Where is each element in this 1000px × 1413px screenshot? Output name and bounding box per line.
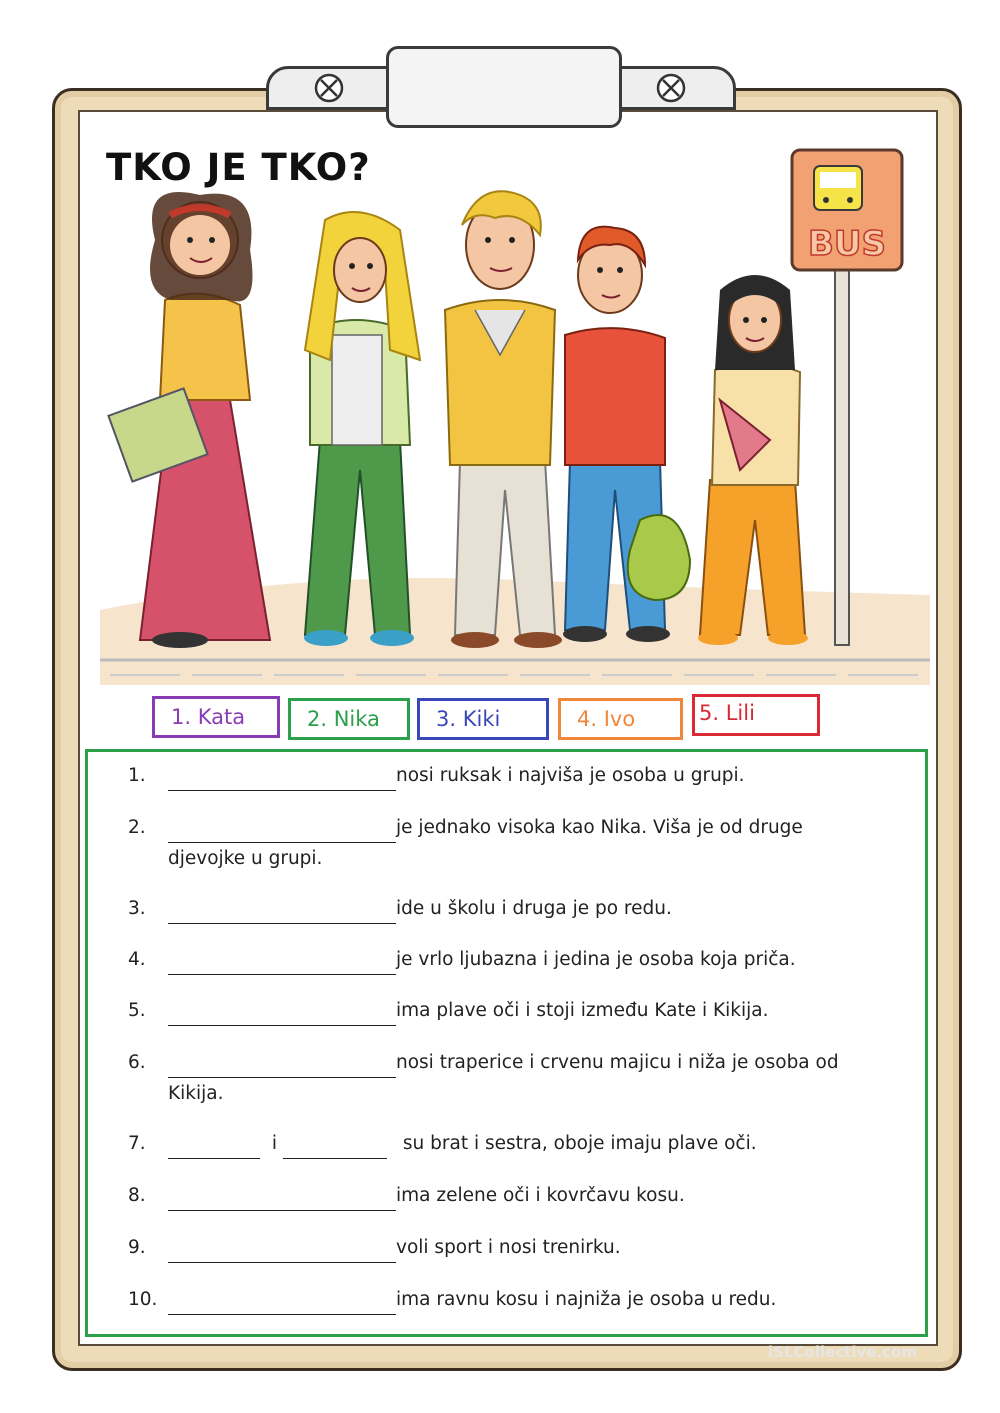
question-number: 2. xyxy=(128,817,146,838)
question-number: 3. xyxy=(128,898,146,919)
answer-blank-1[interactable] xyxy=(168,769,396,791)
questions-panel xyxy=(85,749,928,1337)
question-number: 7. xyxy=(128,1133,146,1154)
question-text: ima ravnu kosu i najniža je osoba u redu. xyxy=(396,1289,777,1310)
question-4 xyxy=(128,944,888,975)
question-1 xyxy=(128,760,888,791)
question-text: je jednako visoka kao Nika. Viša je od druge xyxy=(396,817,803,838)
question-text: ima zelene oči i kovrčavu kosu. xyxy=(396,1185,685,1206)
name-box-nika: 2. Nika xyxy=(288,698,410,740)
question-number: 5. xyxy=(128,1000,146,1021)
question-number: 4. xyxy=(128,949,146,970)
figure-kata xyxy=(108,192,270,648)
kids-illustration xyxy=(100,140,930,685)
screw-icon-right xyxy=(655,72,687,104)
question-number: 10. xyxy=(128,1289,158,1310)
answer-blank-9[interactable] xyxy=(168,1241,396,1263)
answer-blank-4[interactable] xyxy=(168,953,396,975)
question-3 xyxy=(128,893,888,924)
question-text: nosi ruksak i najviša je osoba u grupi. xyxy=(396,765,745,786)
name-box-kiki: 3. Kiki xyxy=(417,698,549,740)
watermark: iSLCollective.com xyxy=(768,1343,917,1361)
name-box-lili: 5. Lili xyxy=(692,694,820,736)
question-6 xyxy=(128,1047,888,1109)
answer-blank-8[interactable] xyxy=(168,1189,396,1211)
answer-blank-6[interactable] xyxy=(168,1056,396,1078)
question-number: 1. xyxy=(128,765,146,786)
question-9 xyxy=(128,1232,888,1263)
bus-stop-sign xyxy=(792,150,902,645)
question-number: 9. xyxy=(128,1237,146,1258)
answer-blank-5[interactable] xyxy=(168,1004,396,1026)
question-text: je vrlo ljubazna i jedina je osoba koja priča. xyxy=(396,949,796,970)
screw-icon-left xyxy=(313,72,345,104)
question-joiner: i xyxy=(271,1133,278,1154)
question-text: nosi traperice i crvenu majicu i niža je osoba od xyxy=(396,1052,839,1073)
answer-blank-10[interactable] xyxy=(168,1293,396,1315)
question-text: voli sport i nosi trenirku. xyxy=(396,1237,621,1258)
question-8 xyxy=(128,1180,888,1211)
question-2 xyxy=(128,812,888,874)
question-text-continued: djevojke u grupi. xyxy=(168,848,323,869)
question-text: ima plave oči i stoji između Kate i Kikija. xyxy=(396,1000,769,1021)
question-number: 6. xyxy=(128,1052,146,1073)
answer-blank-7b[interactable] xyxy=(283,1137,387,1159)
clipboard-clip-tab xyxy=(386,46,622,128)
name-box-kata: 1. Kata xyxy=(152,696,280,738)
question-text: su brat i sestra, oboje imaju plave oči. xyxy=(402,1133,757,1154)
question-10 xyxy=(128,1284,888,1315)
question-5 xyxy=(128,995,888,1026)
answer-blank-3[interactable] xyxy=(168,902,396,924)
answer-blank-7a[interactable] xyxy=(168,1137,260,1159)
answer-blank-2[interactable] xyxy=(168,821,396,843)
page-title: TKO JE TKO? xyxy=(106,146,371,189)
question-text: ide u školu i druga je po redu. xyxy=(396,898,672,919)
question-number: 8. xyxy=(128,1185,146,1206)
bus-sign-label: BUS xyxy=(807,224,887,264)
figure-ivo xyxy=(563,227,690,642)
name-box-ivo: 4. Ivo xyxy=(558,698,683,740)
question-7 xyxy=(128,1128,888,1159)
question-text-continued: Kikija. xyxy=(168,1083,224,1104)
